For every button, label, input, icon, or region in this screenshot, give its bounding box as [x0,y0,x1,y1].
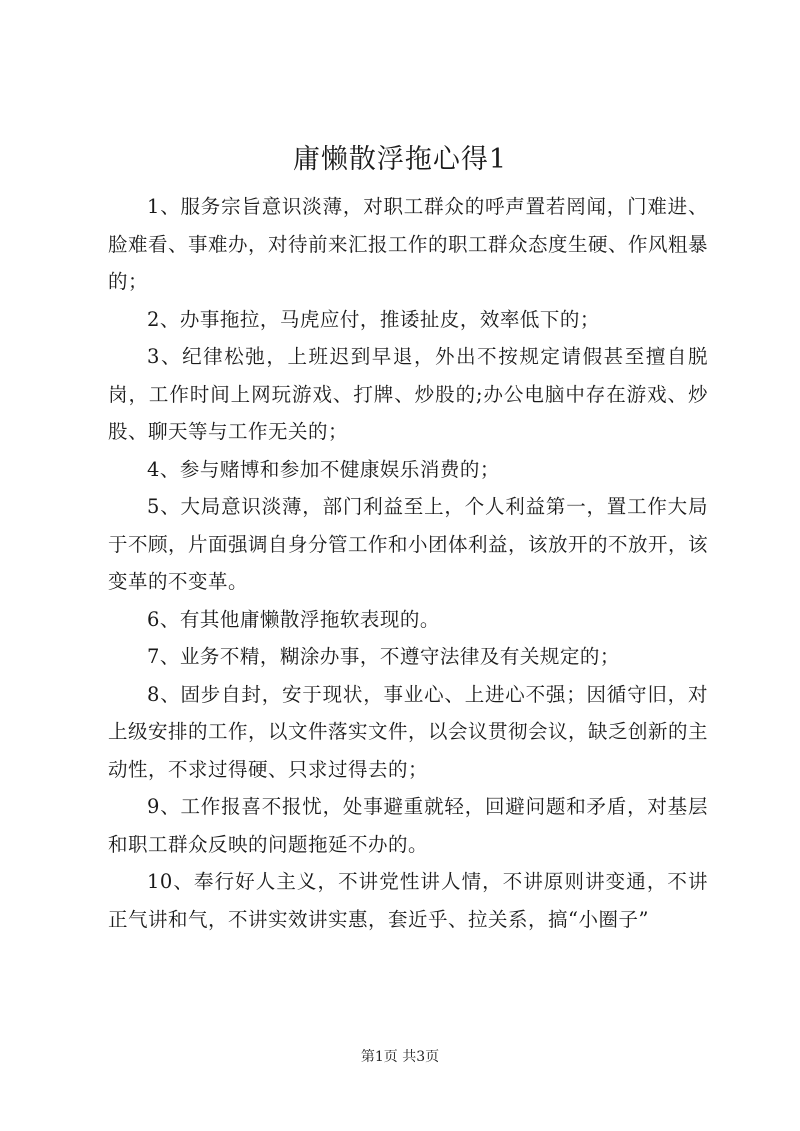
page-footer [0,1047,800,1067]
paragraph-1: 1、服务宗旨意识淡薄，对职工群众的呼声置若罔闻，门难进、脸难看、事难办，对待前来汇报工作的职工群众态度生硬、作风粗暴的； [108,195,709,293]
paragraph-4: 4、参与赌博和参加不健康娱乐消费的； [147,457,500,481]
paragraph-5: 5、大局意识淡薄，部门利益至上，个人利益第一，置工作大局于不顾，片面强调自身分管工作和小团体利益，该放开的不放开，该变革的不变革。 [108,495,709,593]
document-body [108,188,708,938]
paragraph-3: 3、纪律松弛，上班迟到早退，外出不按规定请假甚至擅自脱岗，工作时间上网玩游戏、打牌、炒股的;办公电脑中存在游戏、炒股、聊天等与工作无关的； [108,345,708,443]
paragraph-9: 9、工作报喜不报忧，处事避重就轻，回避问题和矛盾，对基层和职工群众反映的问题拖延不办的。 [108,795,708,856]
paragraph-7: 7、业务不精，糊涂办事，不遵守法律及有关规定的； [147,645,620,668]
paragraph-10: 10、奉行好人主义，不讲党性讲人情，不讲原则讲变通，不讲正气讲和气，不讲实效讲实惠，套近乎、拉关系，搞“小圈子” [108,870,708,931]
document-title: 庸懒散浮拖心得1 [292,144,508,175]
paragraph-2: 2、办事拖拉，马虎应付，推诿扯皮，效率低下的； [147,307,600,331]
paragraph-6: 6、有其他庸懒散浮拖软表现的。 [147,607,440,631]
page-number-info: 第1页 共3页 [360,1049,440,1065]
paragraph-8: 8、固步自封，安于现状，事业心、上进心不强；因循守旧，对上级安排的工作，以文件落实文件，以会议贯彻会议，缺乏创新的主动性，不求过得硬、只求过得去的； [108,682,709,781]
